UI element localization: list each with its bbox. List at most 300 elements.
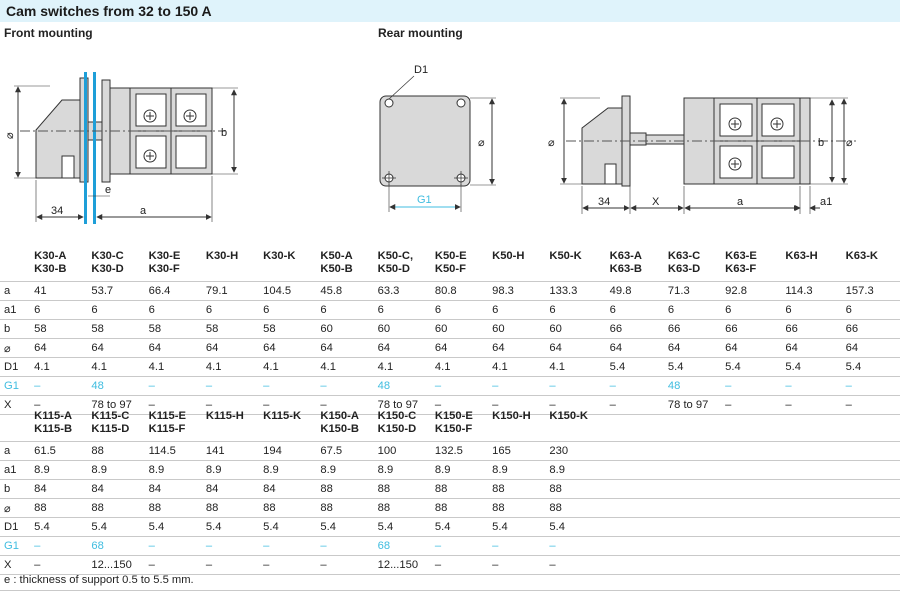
table-cell: 41	[30, 282, 87, 301]
table-cell: 58	[87, 320, 144, 339]
table-cell	[842, 442, 900, 461]
dim-a-label: a	[140, 205, 147, 217]
column-header	[431, 248, 488, 282]
row-label: X	[0, 396, 30, 415]
table-cell: 63.3	[374, 282, 431, 301]
table-cell: 4.1	[145, 358, 202, 377]
column-header-line: K150-D	[377, 423, 417, 435]
column-header-line: K63-H	[785, 250, 818, 262]
table-cell: 84	[259, 480, 316, 499]
table-cell: 157.3	[842, 282, 900, 301]
table-cell: 78 to 97	[87, 396, 144, 415]
table-cell: –	[316, 537, 373, 556]
table-cell: –	[30, 537, 87, 556]
table-cell: 48	[664, 377, 721, 396]
table-cell: 79.1	[202, 282, 259, 301]
table-cell: –	[545, 556, 605, 575]
page-title: Cam switches from 32 to 150 A	[6, 3, 212, 19]
table-cell	[664, 537, 721, 556]
table-cell: –	[145, 377, 202, 396]
table-row	[0, 320, 900, 339]
table-cell: 78 to 97	[374, 396, 431, 415]
table-cell	[781, 537, 841, 556]
table-cell	[842, 518, 900, 537]
table-cell: –	[202, 537, 259, 556]
table-cell	[721, 480, 781, 499]
table-cell	[842, 461, 900, 480]
table-cell: 64	[721, 339, 781, 358]
table-cell: 230	[545, 442, 605, 461]
table-cell: 6	[781, 301, 841, 320]
dim-b-label: b	[221, 127, 228, 139]
table-cell: 61.5	[30, 442, 87, 461]
column-header-line: K115-F	[148, 423, 186, 435]
table-cell: 88	[87, 499, 144, 518]
table-cell: –	[316, 556, 373, 575]
column-header-line: K30-A	[34, 250, 67, 262]
row-label: b	[0, 480, 30, 499]
table-cell: 53.7	[87, 282, 144, 301]
table-cell	[721, 518, 781, 537]
table-cell: 45.8	[316, 282, 373, 301]
table-cell: 58	[145, 320, 202, 339]
table-cell: 88	[145, 499, 202, 518]
column-header-line: K30-E	[148, 250, 181, 262]
table-cell: 64	[781, 339, 841, 358]
column-header	[259, 248, 316, 282]
column-header-line: K115-K	[263, 410, 302, 422]
table-cell	[606, 537, 664, 556]
column-header-line: K30-H	[205, 250, 239, 262]
table-cell: 165	[488, 442, 545, 461]
dim-34-label: 34	[598, 196, 611, 208]
table-cell: 5.4	[664, 358, 721, 377]
table-cell: 133.3	[545, 282, 605, 301]
table-cell: –	[259, 377, 316, 396]
table-cell: 5.4	[781, 358, 841, 377]
table-cell: 64	[87, 339, 144, 358]
column-header-line: K115-E	[148, 410, 186, 422]
table-cell	[842, 537, 900, 556]
column-header-line: K115-B	[34, 423, 73, 435]
table-row	[0, 499, 900, 518]
table-cell: 66	[664, 320, 721, 339]
table-cell: 88	[488, 499, 545, 518]
table-cell: 4.1	[259, 358, 316, 377]
column-header-line: K63-F	[725, 263, 757, 275]
table-cell: 60	[316, 320, 373, 339]
table-cell: 92.8	[721, 282, 781, 301]
column-header	[30, 408, 87, 442]
column-header-line: K63-C	[667, 250, 701, 262]
table-cell: 6	[431, 301, 488, 320]
table-cell: 4.1	[488, 358, 545, 377]
table-cell: 6	[664, 301, 721, 320]
table-cell	[664, 461, 721, 480]
table-cell: –	[431, 377, 488, 396]
column-header	[145, 248, 202, 282]
table-row	[0, 556, 900, 575]
table-cell: –	[842, 396, 900, 415]
column-header-line: K50-H	[492, 250, 525, 262]
column-header-line: K50-K	[549, 250, 582, 262]
column-header-line: K30-B	[34, 263, 67, 275]
table-cell: 84	[87, 480, 144, 499]
table-header-row	[0, 408, 900, 442]
column-header	[545, 408, 605, 442]
column-header	[30, 248, 87, 282]
table-cell	[781, 556, 841, 575]
screw-icon	[729, 118, 741, 130]
column-header	[316, 408, 373, 442]
column-header-line: K50-C,	[377, 250, 414, 262]
table-cell: 60	[431, 320, 488, 339]
row-label: D1	[0, 358, 30, 377]
table-cell: 64	[606, 339, 664, 358]
table-row	[0, 518, 900, 537]
table-cell: 4.1	[374, 358, 431, 377]
table-cell: –	[259, 396, 316, 415]
column-header-line: K30-C	[91, 250, 124, 262]
row-label: b	[0, 320, 30, 339]
table-cell: 64	[316, 339, 373, 358]
table-cell: –	[606, 377, 664, 396]
table-cell: 8.9	[374, 461, 431, 480]
table-cell: 6	[202, 301, 259, 320]
row-label: G1	[0, 377, 30, 396]
table-cell: 66	[842, 320, 900, 339]
table-cell: –	[721, 377, 781, 396]
column-header-line: K115-D	[91, 423, 130, 435]
table-cell: –	[30, 396, 87, 415]
table-cell: 71.3	[664, 282, 721, 301]
table-cell	[606, 480, 664, 499]
table-cell: 8.9	[202, 461, 259, 480]
table-cell: 6	[87, 301, 144, 320]
table-cell: 68	[87, 537, 144, 556]
dim-diameter-label: ⌀	[548, 137, 555, 149]
row-label: ⌀	[0, 339, 30, 358]
column-header	[721, 408, 781, 442]
table-cell: 64	[202, 339, 259, 358]
column-header	[374, 248, 431, 282]
table-cell: 114.5	[145, 442, 202, 461]
table-cell: –	[781, 377, 841, 396]
column-header	[606, 248, 664, 282]
table-cell: 58	[259, 320, 316, 339]
table-cell: 100	[374, 442, 431, 461]
dim-d1-label: D1	[414, 64, 429, 76]
table-cell: –	[488, 537, 545, 556]
header-corner-cell	[0, 248, 30, 282]
row-label: a	[0, 442, 30, 461]
table-cell: 58	[202, 320, 259, 339]
table-cell: 8.9	[145, 461, 202, 480]
table-cell: 12...150	[374, 556, 431, 575]
table-cell	[781, 499, 841, 518]
table-cell: 88	[488, 480, 545, 499]
table-cell: –	[431, 396, 488, 415]
table-cell: 114.3	[781, 282, 841, 301]
table-cell: 5.4	[30, 518, 87, 537]
table-cell: 5.4	[145, 518, 202, 537]
screw-icon	[144, 150, 156, 162]
table-header-row	[0, 248, 900, 282]
dim-diameter-label: ⌀	[846, 137, 853, 149]
table-row	[0, 442, 900, 461]
table-cell: 5.4	[202, 518, 259, 537]
table-row	[0, 537, 900, 556]
table-cell: 6	[606, 301, 664, 320]
table-cell: 5.4	[259, 518, 316, 537]
table-cell	[721, 499, 781, 518]
column-header-line: K150-A	[320, 410, 359, 422]
table-cell	[781, 461, 841, 480]
column-header-line: K63-D	[667, 263, 701, 275]
table-cell: 64	[374, 339, 431, 358]
column-header	[781, 248, 841, 282]
table-cell: 88	[316, 499, 373, 518]
table-cell	[606, 442, 664, 461]
table-cell: 4.1	[545, 358, 605, 377]
table-cell	[721, 537, 781, 556]
table-row	[0, 301, 900, 320]
table-cell: 88	[259, 499, 316, 518]
table-cell: 5.4	[87, 518, 144, 537]
table-cell: 60	[488, 320, 545, 339]
table-cell: 88	[374, 480, 431, 499]
table-cell: 8.9	[259, 461, 316, 480]
table-row	[0, 480, 900, 499]
table-cell: 6	[259, 301, 316, 320]
row-label: a1	[0, 301, 30, 320]
row-label: a1	[0, 461, 30, 480]
table-cell: 64	[545, 339, 605, 358]
table-cell: 8.9	[316, 461, 373, 480]
header-corner-cell	[0, 408, 30, 442]
table-cell: 8.9	[431, 461, 488, 480]
footnote: e : thickness of support 0.5 to 5.5 mm.	[4, 574, 194, 586]
dimension-drawings	[0, 0, 900, 240]
table-cell: 64	[431, 339, 488, 358]
column-header	[664, 408, 721, 442]
table-cell: 5.4	[431, 518, 488, 537]
table-cell: –	[259, 537, 316, 556]
table-cell: 6	[316, 301, 373, 320]
column-header-line: K30-D	[91, 263, 124, 275]
table-cell	[721, 556, 781, 575]
table-cell: –	[606, 396, 664, 415]
table-cell: 4.1	[316, 358, 373, 377]
rear-mounting-side-drawing	[548, 96, 856, 214]
table-cell	[842, 480, 900, 499]
table-cell: –	[202, 396, 259, 415]
column-header	[145, 408, 202, 442]
table-cell: –	[30, 377, 87, 396]
table-cell	[842, 556, 900, 575]
column-header-line: K50-B	[320, 263, 353, 275]
table-cell	[664, 442, 721, 461]
table-cell: 5.4	[842, 358, 900, 377]
table-cell	[664, 499, 721, 518]
rear-mounting-plate-drawing	[380, 64, 496, 212]
column-header-line: K50-F	[434, 263, 466, 275]
column-header-line: K115-A	[34, 410, 73, 422]
screw-icon	[144, 110, 156, 122]
table-cell: 4.1	[431, 358, 488, 377]
table-cell: 66	[781, 320, 841, 339]
table-cell: 67.5	[316, 442, 373, 461]
table-cell: 88	[30, 499, 87, 518]
table-cell: 5.4	[545, 518, 605, 537]
table-cell: 88	[316, 480, 373, 499]
table-cell: 6	[842, 301, 900, 320]
table-cell	[664, 480, 721, 499]
row-label: a	[0, 282, 30, 301]
table-row	[0, 358, 900, 377]
table-cell	[781, 442, 841, 461]
table-cell: 68	[374, 537, 431, 556]
dim-g1-label: G1	[417, 194, 432, 206]
column-header-line: K150-E	[434, 410, 473, 422]
table-cell: 5.4	[374, 518, 431, 537]
table-cell: 66	[606, 320, 664, 339]
column-header-line: K63-E	[725, 250, 757, 262]
table-cell: –	[488, 377, 545, 396]
table-cell: –	[145, 396, 202, 415]
column-header-line: K30-F	[148, 263, 180, 275]
table-cell: 60	[545, 320, 605, 339]
column-header-line: K50-E	[434, 250, 467, 262]
table-cell: 64	[30, 339, 87, 358]
table-cell: 66.4	[145, 282, 202, 301]
table-cell: 64	[145, 339, 202, 358]
row-label: G1	[0, 537, 30, 556]
column-header-line: K150-C	[377, 410, 417, 422]
column-header	[202, 248, 259, 282]
screw-icon	[729, 158, 741, 170]
table-cell: 64	[259, 339, 316, 358]
column-header-line: K115-H	[205, 410, 244, 422]
column-header-line: K63-B	[609, 263, 642, 275]
table-cell: –	[431, 556, 488, 575]
table-cell: 6	[488, 301, 545, 320]
column-header	[545, 248, 605, 282]
table-cell	[664, 518, 721, 537]
table-cell: 88	[431, 480, 488, 499]
row-label: D1	[0, 518, 30, 537]
column-header	[316, 248, 373, 282]
table-cell: 104.5	[259, 282, 316, 301]
column-header	[488, 248, 545, 282]
table-cell: –	[545, 396, 605, 415]
screw-icon	[184, 110, 196, 122]
table-cell: 5.4	[721, 358, 781, 377]
table-cell: 5.4	[488, 518, 545, 537]
table-cell: 98.3	[488, 282, 545, 301]
table-cell	[606, 518, 664, 537]
table-cell: 132.5	[431, 442, 488, 461]
table-cell	[721, 442, 781, 461]
dim-a-label: a	[737, 196, 744, 208]
table-cell: 88	[87, 442, 144, 461]
table-cell: 88	[545, 499, 605, 518]
table-cell: 80.8	[431, 282, 488, 301]
table-cell: –	[202, 377, 259, 396]
column-header-line: K50-A	[320, 250, 353, 262]
table-cell: 84	[30, 480, 87, 499]
table-cell: 8.9	[87, 461, 144, 480]
table-cell	[781, 518, 841, 537]
table-cell: 5.4	[316, 518, 373, 537]
dim-diameter-label: ⌀	[478, 137, 485, 149]
table-cell: 12...150	[87, 556, 144, 575]
column-header-line: K63-A	[609, 250, 642, 262]
column-header-line: K30-K	[263, 250, 296, 262]
table-cell	[606, 556, 664, 575]
table-cell: –	[316, 396, 373, 415]
table-cell: 8.9	[30, 461, 87, 480]
table-cell: 66	[721, 320, 781, 339]
table-cell: 88	[202, 499, 259, 518]
column-header	[664, 248, 721, 282]
table-row	[0, 461, 900, 480]
column-header	[606, 408, 664, 442]
table-cell	[781, 480, 841, 499]
table-cell: –	[202, 556, 259, 575]
column-header-line: K150-H	[492, 410, 531, 422]
column-header	[842, 408, 900, 442]
table-cell: 194	[259, 442, 316, 461]
support-panel-line	[93, 72, 96, 224]
table-cell: 4.1	[202, 358, 259, 377]
table-cell: 48	[374, 377, 431, 396]
table-cell: –	[145, 537, 202, 556]
table-cell: –	[545, 377, 605, 396]
row-label: X	[0, 556, 30, 575]
table-cell: 84	[202, 480, 259, 499]
divider	[0, 590, 900, 591]
screw-icon	[771, 118, 783, 130]
table-row	[0, 377, 900, 396]
column-header	[87, 408, 144, 442]
table-cell: 48	[87, 377, 144, 396]
table-row	[0, 282, 900, 301]
dim-x-label: X	[652, 196, 660, 208]
table-cell: 60	[374, 320, 431, 339]
support-panel-line	[84, 72, 87, 224]
column-header	[202, 408, 259, 442]
table-cell	[606, 499, 664, 518]
column-header	[259, 408, 316, 442]
table-cell: 6	[545, 301, 605, 320]
column-header-line: K150-K	[549, 410, 588, 422]
column-header-line: K150-B	[320, 423, 359, 435]
rear-mounting-label: Rear mounting	[378, 26, 463, 40]
column-header	[87, 248, 144, 282]
column-header	[781, 408, 841, 442]
spec-table-k115-k150	[0, 408, 900, 575]
table-cell: 6	[721, 301, 781, 320]
table-cell: –	[488, 556, 545, 575]
table-cell: –	[259, 556, 316, 575]
table-cell: 78 to 97	[664, 396, 721, 415]
column-header	[374, 408, 431, 442]
column-header	[842, 248, 900, 282]
table-cell: 64	[842, 339, 900, 358]
table-cell: 8.9	[488, 461, 545, 480]
table-cell: 5.4	[606, 358, 664, 377]
